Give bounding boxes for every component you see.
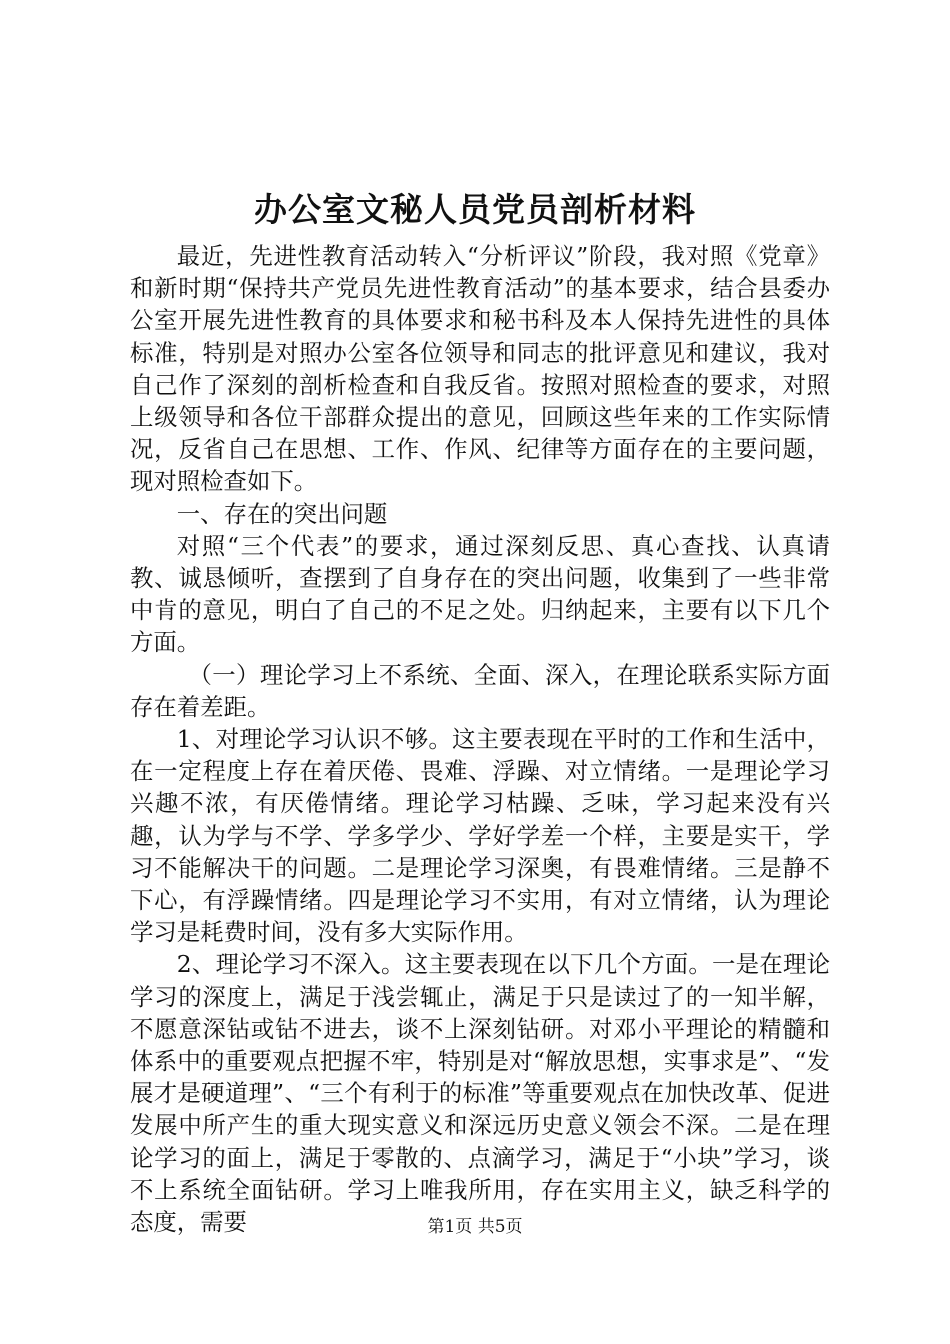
document-body xyxy=(130,240,830,1238)
page-number-footer: 第1页 共5页 xyxy=(427,1217,523,1237)
paragraph-point-1: 1、对理论学习认识不够。这主要表现在平时的工作和生活中，在一定程度上存在着厌倦、畏难、浮躁、对立情绪。一是理论学习兴趣不浓，有厌倦情绪。理论学习枯躁、乏味，学习起来没有兴趣，认为学与不学、学多学少、学好学差一个样，主要是实干，学习不能解决干的问题。二是理论学习深奥，有畏难情绪。三是静不下心，有浮躁情绪。四是理论学习不实用，有对立情绪，认为理论学习是耗费时间，没有多大实际作用。 xyxy=(130,725,830,947)
section-heading-problems: 一、存在的突出问题 xyxy=(176,499,388,528)
paragraph-intro: 最近，先进性教育活动转入“分析评议”阶段，我对照《党章》和新时期“保持共产党员先进性教育活动”的基本要求，结合县委办公室开展先进性教育的具体要求和秘书科及本人保持先进性的具体标准，特别是对照办公室各位领导和同志的批评意见和建议，我对自己作了深刻的剖析检查和自我反省。按照对照检查的要求，对照上级领导和各位干部群众提出的意见，回顾这些年来的工作实际情况，反省自己在思想、工作、作风、纪律等方面存在的主要问题，现对照检查如下。 xyxy=(130,242,830,496)
document-title: 办公室文秘人员党员剖析材料 xyxy=(254,190,696,229)
subsection-heading-theory-study: （一）理论学习上不系统、全面、深入，在理论联系实际方面存在着差距。 xyxy=(130,660,830,721)
paragraph-overview: 对照“三个代表”的要求，通过深刻反思、真心查找、认真请教、诚恳倾听，查摆到了自身存在的突出问题，收集到了一些非常中肯的意见，明白了自己的不足之处。归纳起来，主要有以下几个方面。 xyxy=(130,531,830,657)
paragraph-point-2: 2、理论学习不深入。这主要表现在以下几个方面。一是在理论学习的深度上，满足于浅尝辄止，满足于只是读过了的一知半解，不愿意深钻或钻不进去，谈不上深刻钻研。对邓小平理论的精髓和体系中的重要观点把握不牢，特别是对“解放思想，实事求是”、“发展才是硬道理”、“三个有利于的标准”等重要观点在加快改革、促进发展中所产生的重大现实意义和深远历史意义领会不深。二是在理论学习的面上，满足于零散的、点滴学习，满足于“小块”学习，谈不上系统全面钻研。学习上唯我所用，存在实用主义，缺乏科学的态度，需要 xyxy=(130,950,830,1237)
